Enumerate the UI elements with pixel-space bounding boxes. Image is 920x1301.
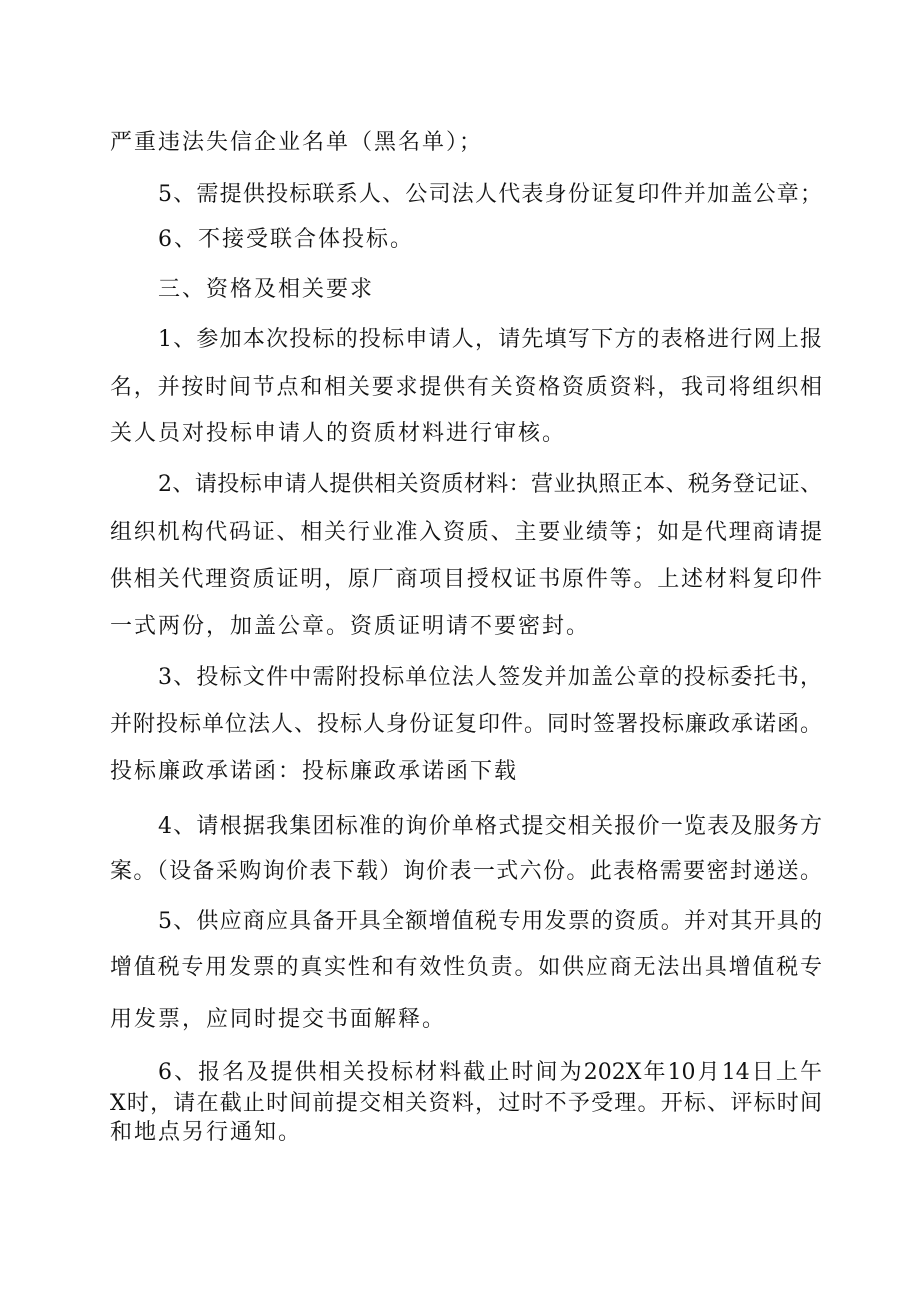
text-line: 5、需提供投标联系人、公司法人代表身份证复印件并加盖公章；	[158, 182, 822, 207]
text-line: 用发票，应同时提交书面解释。	[110, 1007, 447, 1032]
text-line: 和地点另行通知。	[110, 1120, 303, 1145]
text-line: 并附投标单位法人、投标人身份证复印件。同时签署投标廉政承诺函。	[110, 712, 822, 737]
text-line: 一式两份，加盖公章。资质证明请不要密封。	[110, 614, 591, 639]
text-line: 2、请投标申请人提供相关资质材料：营业执照正本、税务登记证、	[158, 472, 822, 497]
text-line: 增值税专用发票的真实性和有效性负责。如供应商无法出具增值税专	[110, 955, 822, 980]
text-line: 3、投标文件中需附投标单位法人签发并加盖公章的投标委托书，	[158, 665, 822, 690]
text-line: 供相关代理资质证明，原厂商项目授权证书原件等。上述材料复印件	[110, 567, 822, 592]
text-line: 组织机构代码证、相关行业准入资质、主要业绩等；如是代理商请提	[110, 520, 822, 545]
text-line: 6、不接受联合体投标。	[158, 227, 414, 252]
text-line: X时，请在截止时间前提交相关资料，过时不予受理。开标、评标时间	[110, 1091, 822, 1116]
text-line: 6、报名及提供相关投标材料截止时间为202X年10月14日上午	[158, 1060, 822, 1085]
text-line: 4、请根据我集团标准的询价单格式提交相关报价一览表及服务方	[158, 814, 822, 839]
text-line: 关人员对投标申请人的资质材料进行审核。	[110, 421, 567, 446]
text-line: 案。（设备采购询价表下载）询价表一式六份。此表格需要密封递送。	[110, 859, 822, 884]
text-line: 名，并按时间节点和相关要求提供有关资格资质资料，我司将组织相	[110, 375, 822, 400]
section-heading: 三、资格及相关要求	[158, 277, 375, 302]
text-line: 5、供应商应具备开具全额增值税专用发票的资质。并对其开具的	[158, 909, 822, 934]
download-link-line: 投标廉政承诺函：投标廉政承诺函下载	[110, 759, 519, 784]
text-line: 1、参加本次投标的投标申请人，请先填写下方的表格进行网上报	[158, 327, 822, 352]
text-line: 严重违法失信企业名单（黑名单）；	[110, 130, 484, 155]
